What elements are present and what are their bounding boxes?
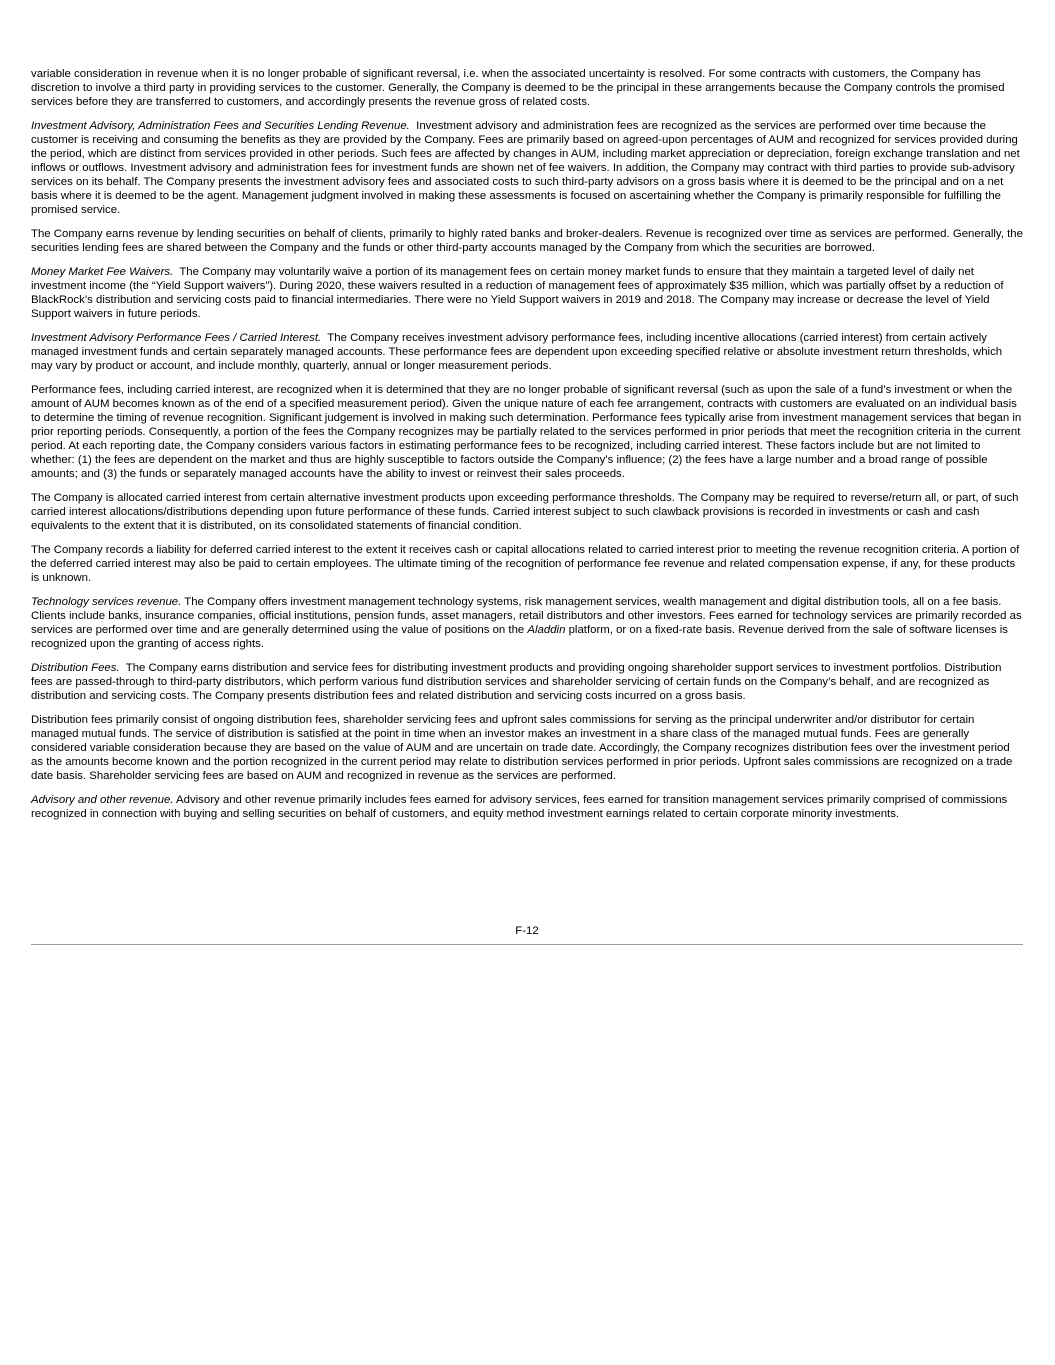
paragraph-text: Investment advisory and administration fees are recognized as the services are performed over time because the customer is receiving and consuming the benefits as they are provided by the Company. Fees are primarily based on agreed-upon percentages of AUM and recognized for services provided during the period, which are distinct from services provided in other periods. Such fees are affected by changes in AUM, including market appreciation or depreciation, foreign exchange translation and net inflows or outflows. Investment advisory and administration fees for investment funds are shown net of fee waivers. In addition, the Company may contract with third parties to provide sub-advisory services on its behalf. The Company presents the investment advisory fees and associated costs to such third-party advisors on a gross basis where it is deemed to be the principal and on a net basis where it is deemed to be the agent. Management judgment involved in making these assessments is focused on ascertaining whether the Company is primarily responsible for fulfilling the promised service. [31,120,1020,216]
paragraph-text: Performance fees, including carried interest, are recognized when it is determined that they are no longer probable of significant reversal (such as upon the sale of a fund’s investment or when the amount of AUM becomes known as of the end of a specified measurement period). Given the unique nature of each fee arrangement, contracts with customers are evaluated on an individual basis to determine the timing of revenue recognition. Significant judgement is involved in making such determination. Performance fees typically arise from investment management services that began in prior reporting periods. Consequently, a portion of the fees the Company recognizes may be partially related to the services performed in prior periods that meet the recognition criteria in the current period. At each reporting date, the Company considers various factors in estimating performance fees to be recognized, including carried interest. These factors include but are not limited to whether: (1) the fees are dependent on the market and thus are highly susceptible to factors outside the Company’s influence; (2) the fees have a large number and a broad range of possible amounts; and (3) the funds or separately managed accounts have the ability to invest or reinvest their sales proceeds. [31,384,1022,480]
page-number: F-12 [515,925,539,937]
paragraph-text: The Company receives investment advisory performance fees, including incentive allocations (carried interest) from certain actively managed investment funds and certain separately managed accounts. These performance fees are dependent upon exceeding specified relative or absolute investment return thresholds, which may vary by product or account, and include monthly, quarterly, annual or longer measurement periods. [31,332,1003,372]
paragraph-lead: Distribution Fees. [31,662,120,674]
document-body [31,67,1023,831]
aladdin-platform-name: Aladdin [527,624,566,636]
paragraph-lead: Investment Advisory Performance Fees / Carried Interest. [31,332,322,344]
paragraph-lead: Investment Advisory, Administration Fees and Securities Lending Revenue. [31,120,410,132]
paragraph-distribution-fees [31,661,1023,703]
paragraph-technology-services [31,595,1023,651]
paragraph-lead: Money Market Fee Waivers. [31,266,174,278]
paragraph-lead: Technology services revenue. [31,596,182,608]
paragraph-variable-consideration [31,67,1023,109]
paragraph-distribution-fees-detail [31,713,1023,783]
paragraph-advisory-other-revenue [31,793,1023,821]
footer-divider [31,944,1023,945]
paragraph-text-tail: platform, or on a fixed-rate basis. Revenue derived from the sale of software licenses is recognized upon the granting of access rights. [31,624,1008,650]
paragraph-text: The Company earns revenue by lending securities on behalf of clients, primarily to highly rated banks and broker-dealers. Revenue is recognized over time as services are performed. Generally, the securities lending fees are shared between the Company and the funds or other third-party accounts managed by the Company from which the securities are borrowed. [31,228,1023,254]
paragraph-text: The Company offers investment management technology systems, risk management services, wealth management and digital distribution tools, all on a fee basis. Clients include banks, insurance companies, official institutions, pension funds, asset managers, retail distributors and other investors. Fees earned for technology services are primarily recorded as services are performed over time and are generally determined using the value of positions on the [31,596,1022,636]
paragraph-performance-fees [31,331,1023,373]
paragraph-text: The Company records a liability for deferred carried interest to the extent it receives cash or capital allocations related to carried interest prior to meeting the revenue recognition criteria. A portion of the deferred carried interest may also be paid to certain employees. The ultimate timing of the recognition of performance fee revenue and related compensation expense, if any, for these products is unknown. [31,544,1020,584]
paragraph-investment-advisory-fees [31,119,1023,217]
paragraph-text: variable consideration in revenue when it is no longer probable of significant reversal, i.e. when the associated uncertainty is resolved. For some contracts with customers, the Company has discretion to involve a third party in providing services to the customer. Generally, the Company is deemed to be the principal in these arrangements because the Company controls the promised services before they are transferred to customers, and accordingly presents the revenue gross of related costs. [31,68,1005,108]
paragraph-text: The Company is allocated carried interest from certain alternative investment products upon exceeding performance thresholds. The Company may be required to reverse/return all, or part, of such carried interest allocations/distributions depending upon future performance of these funds. Carried interest subject to such clawback provisions is recorded in investments or cash and cash equivalents to the extent that it is distributed, on its consolidated statements of financial condition. [31,492,1019,532]
paragraph-performance-fees-recognition [31,383,1023,481]
paragraph-text: The Company may voluntarily waive a portion of its management fees on certain money market funds to ensure that they maintain a targeted level of daily net investment income (the “Yield Support waivers”). During 2020, these waivers resulted in a reduction of management fees of approximately $35 million, which was partially offset by a reduction of BlackRock’s distribution and servicing costs paid to financial intermediaries. There were no Yield Support waivers in 2019 and 2018. The Company may increase or decrease the level of Yield Support waivers in future periods. [31,266,1004,320]
paragraph-money-market-fee-waivers [31,265,1023,321]
paragraph-text: The Company earns distribution and service fees for distributing investment products and providing ongoing shareholder support services to investment portfolios. Distribution fees are passed-through to third-party distributors, which perform various fund distribution services and shareholder servicing of certain funds on the Company’s behalf, and are recognized as distribution and servicing costs. The Company presents distribution fees and related distribution and servicing costs incurred on a gross basis. [31,662,1002,702]
paragraph-securities-lending [31,227,1023,255]
paragraph-lead: Advisory and other revenue. [31,794,174,806]
paragraph-text: Advisory and other revenue primarily includes fees earned for advisory services, fees earned for transition management services primarily comprised of commissions recognized in connection with buying and selling securities on behalf of customers, and equity method investment earnings related to certain corporate minority investments. [31,794,1008,820]
paragraph-text: Distribution fees primarily consist of ongoing distribution fees, shareholder servicing fees and upfront sales commissions for serving as the principal underwriter and/or distributor for certain managed mutual funds. The service of distribution is satisfied at the point in time when an investor makes an investment in a share class of the managed mutual funds. Fees are generally considered variable consideration because they are based on the value of AUM and are uncertain on trade date. Accordingly, the Company recognizes distribution fees over the investment period as the amounts become known and the portion recognized in the current period may relate to distribution services performed in prior periods. Upfront sales commissions are recognized on a trade date basis. Shareholder servicing fees are based on AUM and recognized in revenue as the services are performed. [31,714,1013,782]
paragraph-deferred-carried-interest [31,543,1023,585]
paragraph-carried-interest-allocation [31,491,1023,533]
